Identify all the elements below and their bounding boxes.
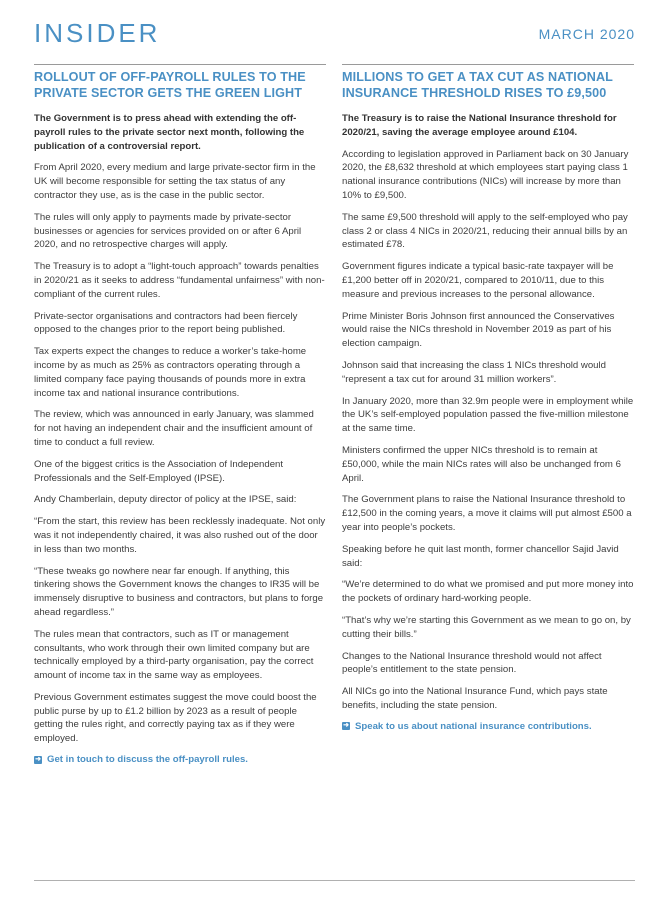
arrow-link-icon: ➜ — [343, 722, 349, 730]
paragraph: The rules mean that contractors, such as IT or management consultants, who work through their own limited company but are technically employed by a third-party organisation, pay the correct amount of income tax in the same way as employees. — [34, 628, 314, 682]
paragraph: One of the biggest critics is the Association of Independent Professionals and the Self-Employed (IPSE). — [34, 458, 284, 484]
paragraph: Tax experts expect the changes to reduce a worker’s take-home income by as much as 25% as contractors operating through a limited company face paying thousands of pounds more in extra income tax and national insurance contributions. — [34, 346, 307, 399]
paragraph: “From the start, this review has been recklessly inadequate. Not only was it not independently chaired, it was also rushed out of the door in less than two months. — [34, 516, 326, 555]
off-payroll-contact-link[interactable] — [34, 754, 326, 765]
paragraph: Speaking before he quit last month, former chancellor Sajid Javid said: — [342, 543, 619, 569]
issue-date: MARCH 2020 — [538, 26, 635, 42]
paragraph: From April 2020, every medium and large private-sector firm in the UK will become responsible for setting the tax status of any contractor they use, as is the case in the public sector. — [34, 162, 316, 201]
paragraph: The rules will only apply to payments made by private-sector businesses or agencies for services provided on or after 6 April 2020, and no retrospective charges will apply. — [34, 211, 302, 251]
article-title: MILLIONS TO GET A TAX CUT AS NATIONAL INSURANCE THRESHOLD RISES TO £9,500 — [342, 70, 613, 100]
paragraph: Previous Government estimates suggest the move could boost the public purse by up to £1.2 billion by 2023 as a result of people getting the rules right, and correctly paying tax as if they were employed. — [34, 691, 317, 745]
paragraph: “We’re determined to do what we promised and put more money into the pockets of ordinary hard-working people. — [342, 579, 634, 605]
paragraph: In January 2020, more than 32.9m people were in employment while the UK’s self-employed population passed the five-million milestone at the same time. — [342, 395, 634, 435]
article-off-payroll — [34, 64, 326, 765]
paragraph: According to legislation approved in Parliament back on 30 January 2020, the £8,632 threshold at which employees start paying class 1 national insurance contributions (NICs) will increase by more than 10% to £9,500. — [342, 148, 629, 201]
footer-rule — [34, 880, 635, 881]
paragraph: The Treasury is to adopt a “light-touch approach” towards penalties in 2020/21 as it seeks to address “fundamental unfairness” with non-compliant of the current rules. — [34, 261, 325, 300]
column-rule — [342, 64, 634, 65]
nic-contact-link[interactable] — [342, 721, 634, 732]
article-nic-threshold — [342, 64, 634, 732]
brand-logo: INSIDER — [34, 18, 161, 48]
arrow-link-icon: ➜ — [35, 755, 41, 763]
paragraph: Changes to the National Insurance threshold would not affect people’s entitlement to the state pension. — [342, 650, 602, 676]
link-label: Speak to us about national insurance contributions. — [355, 720, 592, 732]
paragraph: Ministers confirmed the upper NICs threshold is to remain at £50,000, while the main NICs rates will also be unchanged from 6 April. — [342, 444, 621, 484]
paragraph: The same £9,500 threshold will apply to the self-employed who pay class 2 or class 4 NICs in 2020/21, reducing their annual bills by an estimated £78. — [342, 211, 628, 251]
link-label: Get in touch to discuss the off-payroll rules. — [47, 754, 248, 766]
paragraph: The review, which was announced in early January, was slammed for not having an independent chair and the insufficient amount of time to conduct a full review. — [34, 409, 314, 448]
paragraph: Prime Minister Boris Johnson first announced the Conservatives would raise the NICs threshold in November 2019 as part of his election campaign. — [342, 310, 615, 350]
paragraph: All NICs go into the National Insurance Fund, which pays state benefits, including the state pension. — [342, 686, 608, 711]
paragraph: Johnson said that increasing the class 1 NICs threshold would “represent a tax cut for around 31 million workers”. — [342, 359, 606, 385]
paragraph: “That’s why we’re starting this Government as we mean to go on, by cutting their bills.” — [342, 614, 631, 640]
article-lead: The Government is to press ahead with extending the off-payroll rules to the private sector next month, following the publication of a controversial report. — [34, 113, 305, 152]
paragraph: Andy Chamberlain, deputy director of policy at the IPSE, said: — [34, 494, 297, 506]
column-rule — [34, 64, 326, 65]
article-title: ROLLOUT OF OFF-PAYROLL RULES TO THE PRIVATE SECTOR GETS THE GREEN LIGHT — [34, 70, 306, 100]
paragraph: Private-sector organisations and contractors had been fiercely opposed to the changes prior to the report being published. — [34, 310, 298, 336]
paragraph: The Government plans to raise the National Insurance threshold to £12,500 in the coming years, a move it claims will put almost £500 a year into people’s pockets. — [342, 494, 632, 533]
page-header — [34, 16, 635, 50]
article-lead: The Treasury is to raise the National Insurance threshold for 2020/21, saving the average employee around £104. — [342, 113, 617, 138]
paragraph: “These tweaks go nowhere near far enough. If anything, this tinkering shows the Government knows the changes to IR35 will be immensely disruptive to business and contractors, but plans to forge ahead regardless.” — [34, 565, 324, 618]
paragraph: Government figures indicate a typical basic-rate taxpayer will be £1,200 better off in 2020/21, compared to 2010/11, due to this measure and previous increases to the personal allowance. — [342, 261, 614, 300]
